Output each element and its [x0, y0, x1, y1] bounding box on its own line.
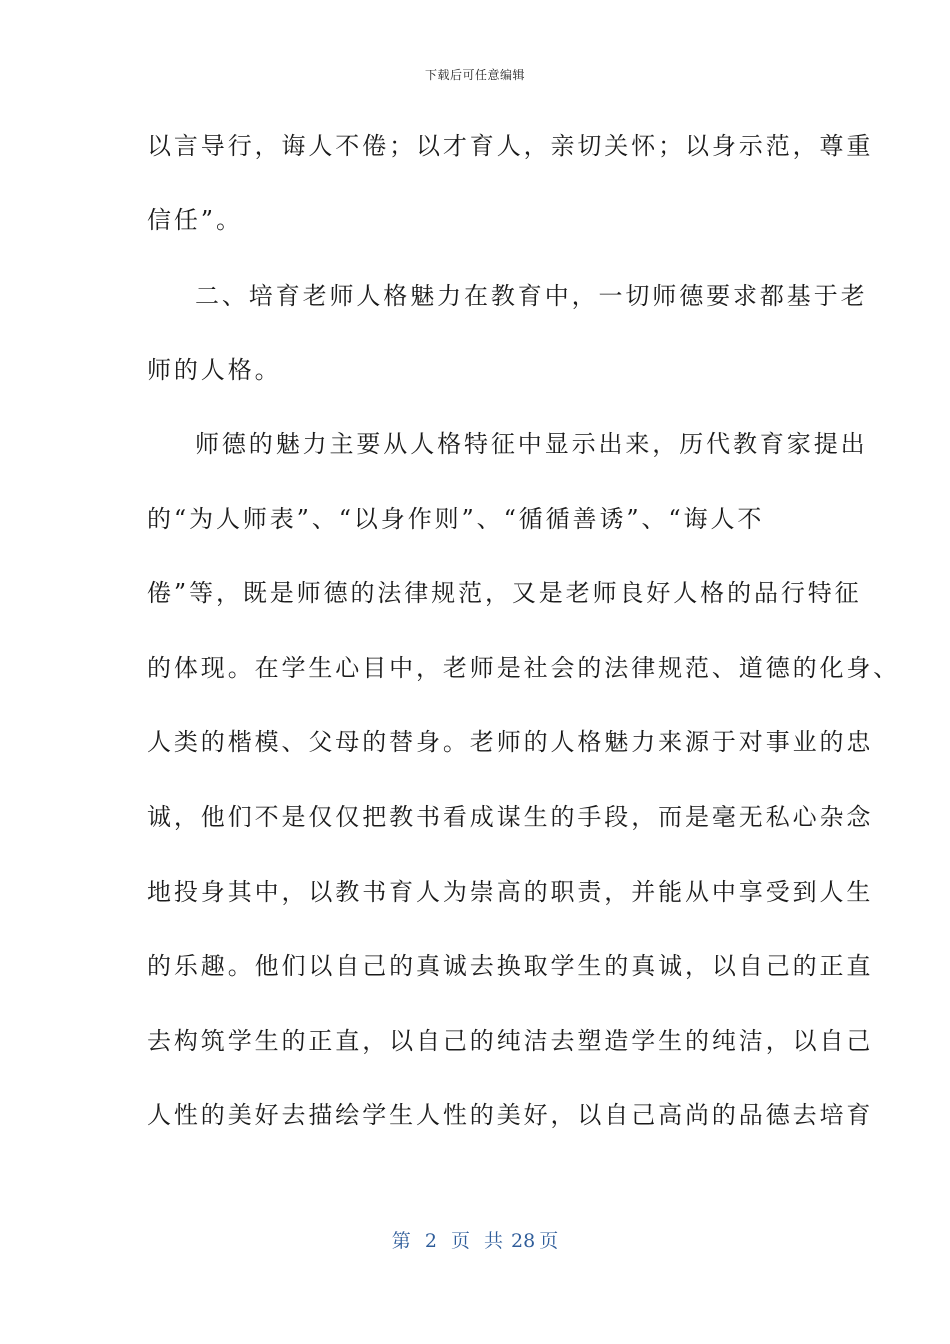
- text-line: 二、培育老师人格魅力在教育中，一切师德要求都基于老: [195, 282, 868, 310]
- text-line: 的乐趣。他们以自己的真诚去换取学生的真诚，以自己的正直: [147, 952, 874, 980]
- text-line: 人性的美好去描绘学生人性的美好，以自己高尚的品德去培育: [147, 1101, 874, 1129]
- current-page-number: 2: [424, 1230, 437, 1252]
- footer-label-gong: 共: [484, 1230, 504, 1252]
- text-line: 师德的魅力主要从人格特征中显示出来，历代教育家提出: [195, 430, 868, 458]
- text-line: 师的人格。: [147, 356, 282, 384]
- page-header: 下载后可任意编辑: [424, 68, 525, 82]
- text-line: 信任”。: [147, 206, 243, 234]
- text-line: 的“为人师表”、“以身作则”、“循循善诱”、“诲人不: [147, 505, 765, 533]
- text-line: 以言导行，诲人不倦；以才育人，亲切关怀；以身示范，尊重: [147, 132, 874, 160]
- total-pages-number: 28: [511, 1230, 536, 1252]
- text-line: 倦”等，既是师德的法律规范，又是老师良好人格的品行特征: [147, 579, 862, 607]
- text-line: 人类的楷模、父母的替身。老师的人格魅力来源于对事业的忠: [147, 728, 874, 756]
- text-line: 去构筑学生的正直，以自己的纯洁去塑造学生的纯洁，以自己: [147, 1027, 874, 1055]
- text-line: 的体现。在学生心目中，老师是社会的法律规范、道德的化身、: [147, 654, 901, 682]
- page-footer: [0, 1226, 950, 1253]
- footer-label-ye-total: 页: [539, 1230, 559, 1252]
- footer-label-ye: 页: [450, 1230, 470, 1252]
- text-line: 地投身其中，以教书育人为崇高的职责，并能从中享受到人生: [147, 878, 874, 906]
- text-line: 诚，他们不是仅仅把教书看成谋生的手段，而是毫无私心杂念: [147, 803, 874, 831]
- footer-label-di: 第: [391, 1230, 411, 1252]
